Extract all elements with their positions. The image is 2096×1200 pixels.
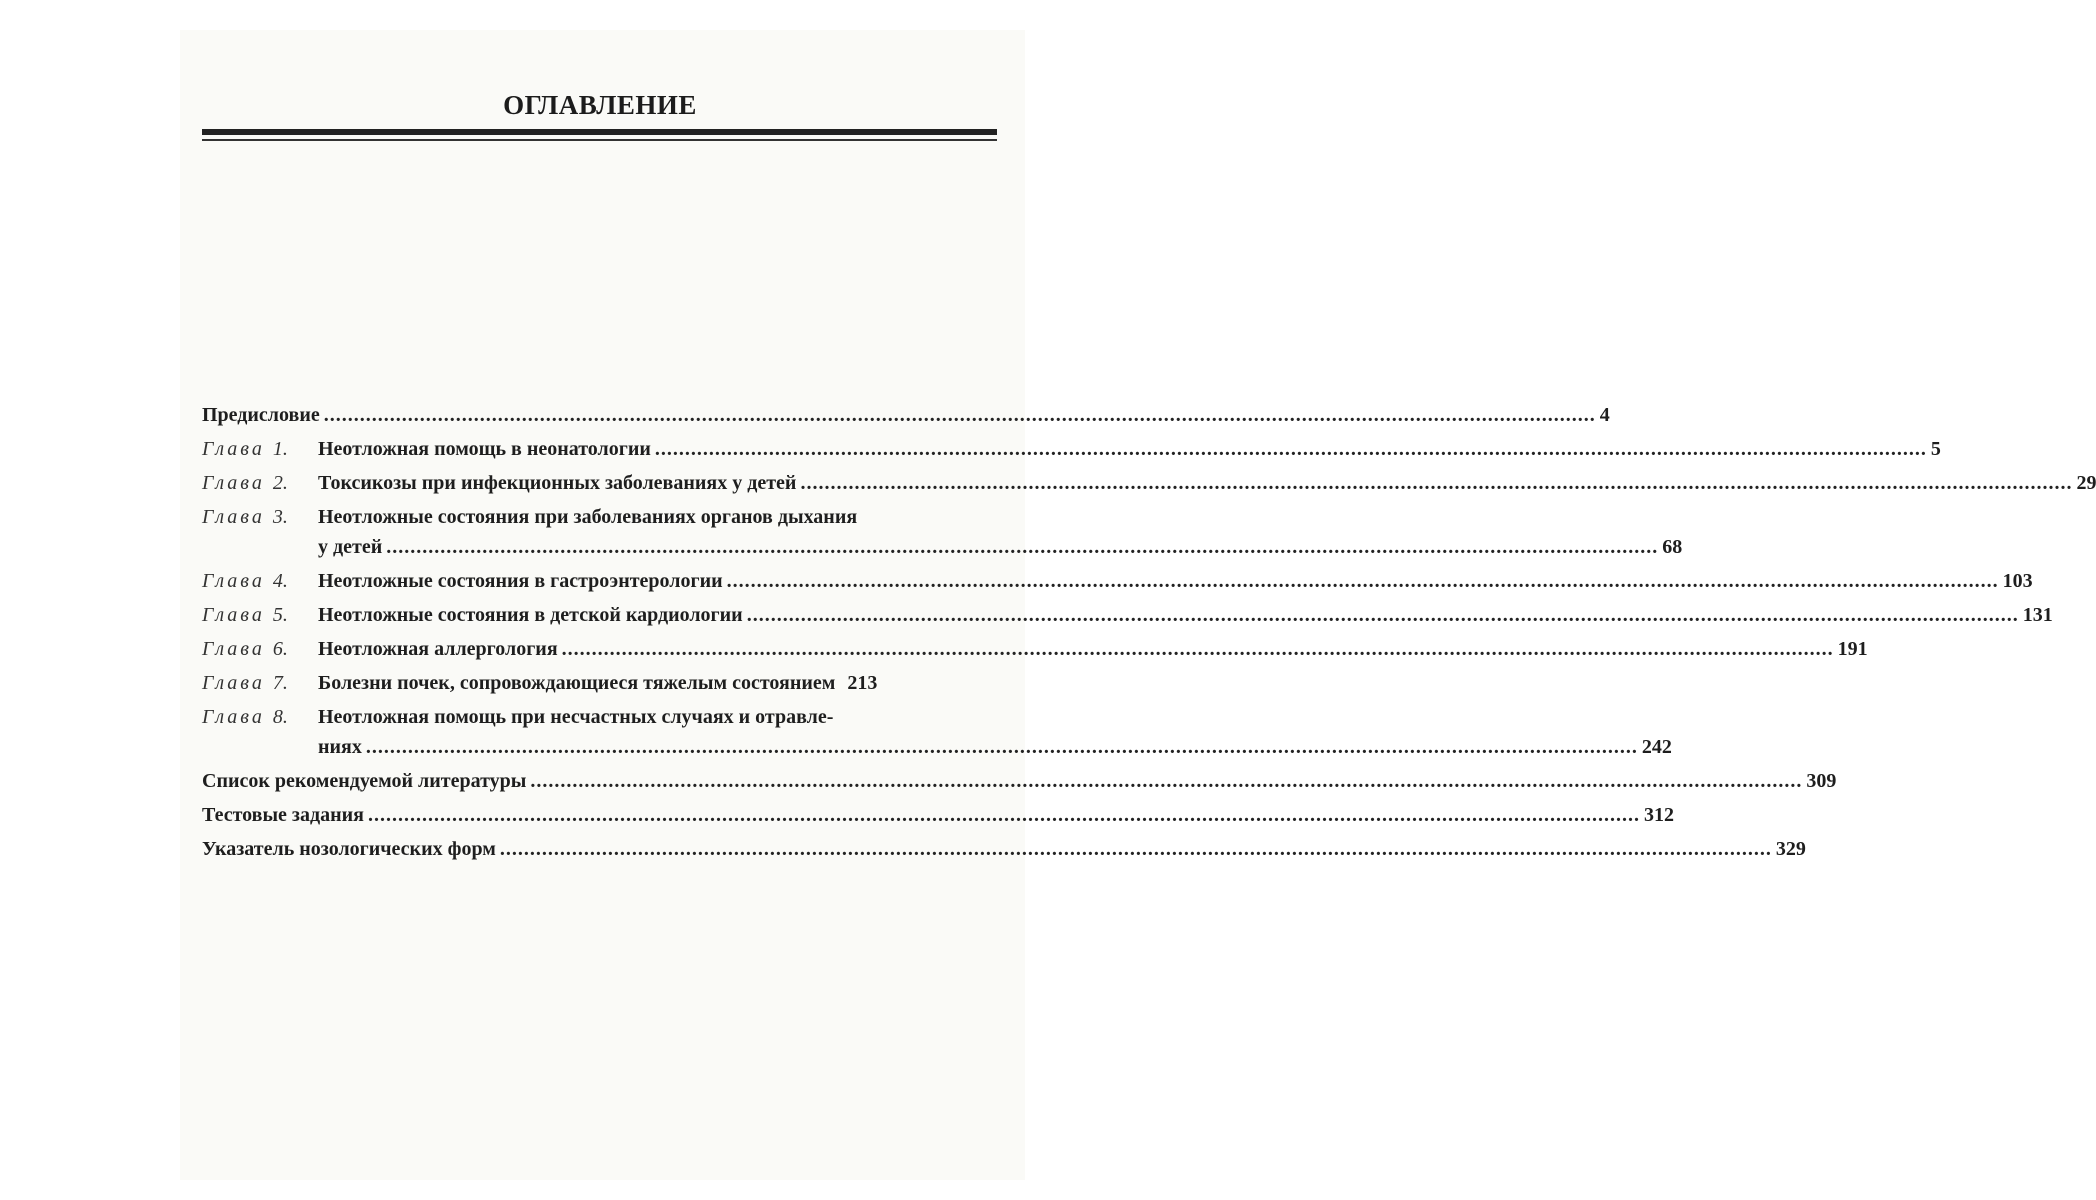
toc-entry-chapter-4 [202, 564, 2033, 598]
toc-entry-title: Тестовые задания [202, 804, 364, 826]
table-of-contents [202, 398, 2096, 866]
toc-page-number: 213 [847, 672, 878, 694]
page-title: ОГЛАВЛЕНИЕ [503, 90, 697, 120]
toc-entry-chapter-8 [202, 700, 1672, 764]
toc-leader-dots [530, 764, 1802, 798]
toc-leader-dots [800, 466, 2072, 500]
toc-page-number: 131 [2022, 604, 2053, 626]
chapter-label: Глава 3. [202, 506, 288, 528]
toc-page-number: 68 [1662, 536, 1683, 558]
chapter-label: Глава 4. [202, 570, 288, 592]
toc-entry-preface [202, 398, 1610, 432]
toc-leader-dots [562, 632, 1834, 666]
toc-entry-index [202, 832, 1806, 866]
toc-leader-dots [386, 530, 1658, 564]
toc-entry-tests [202, 798, 1674, 832]
toc-page-number: 29 [2076, 472, 2096, 494]
toc-page-number: 309 [1806, 770, 1837, 792]
toc-entry-title: Неотложная аллергология [318, 638, 558, 660]
toc-leader-dots [366, 730, 1638, 764]
toc-entry-title: Неотложные состояния при заболеваниях органов дыхания [318, 506, 858, 528]
toc-entry-title: Неотложные состояния в детской кардиологии [318, 604, 743, 626]
toc-entry-title: Токсикозы при инфекционных заболеваниях у детей [318, 472, 797, 494]
chapter-label: Глава 7. [202, 672, 288, 694]
toc-entry-chapter-1 [202, 432, 1941, 466]
toc-entry-title: Указатель нозологических форм [202, 838, 496, 860]
toc-entry-chapter-6 [202, 632, 1868, 666]
toc-entry-references [202, 764, 1837, 798]
toc-entry-title-continued: ниях [318, 736, 362, 758]
toc-leader-dots [655, 432, 1927, 466]
toc-entry-chapter-2 [202, 466, 2096, 500]
toc-entry-title: Неотложные состояния в гастроэнтерологии [318, 570, 723, 592]
toc-entry-title-continued: у детей [318, 536, 383, 558]
chapter-label: Глава 6. [202, 638, 288, 660]
toc-entry-chapter-5 [202, 598, 2053, 632]
toc-leader-dots [324, 398, 1596, 432]
toc-entry-title: Неотложная помощь в неонатологии [318, 438, 651, 460]
toc-page-number: 5 [1930, 438, 1941, 460]
toc-page-number: 191 [1837, 638, 1868, 660]
chapter-label: Глава 5. [202, 604, 288, 626]
toc-leader-dots [500, 832, 1772, 866]
chapter-label: Глава 2. [202, 472, 288, 494]
toc-page-number: 4 [1599, 404, 1610, 426]
toc-entry-title: Неотложная помощь при несчастных случаях и отравле- [318, 706, 834, 728]
chapter-label: Глава 8. [202, 706, 288, 728]
toc-entry-chapter-3 [202, 500, 1683, 564]
toc-leader-dots [368, 798, 1640, 832]
toc-entry-title: Предисловие [202, 404, 320, 426]
toc-page-number: 103 [2002, 570, 2033, 592]
toc-entry-chapter-7 [202, 666, 995, 700]
toc-page-number: 242 [1641, 736, 1672, 758]
title-rule-thin [202, 139, 997, 141]
toc-leader-dots [727, 564, 1999, 598]
chapter-label: Глава 1. [202, 438, 288, 460]
toc-entry-title: Болезни почек, сопровождающиеся тяжелым состоянием [318, 672, 836, 694]
toc-entry-title: Список рекомендуемой литературы [202, 770, 527, 792]
toc-page-number: 329 [1775, 838, 1806, 860]
toc-leader-dots [747, 598, 2019, 632]
toc-page-number: 312 [1643, 804, 1674, 826]
title-rule-thick [202, 129, 997, 135]
